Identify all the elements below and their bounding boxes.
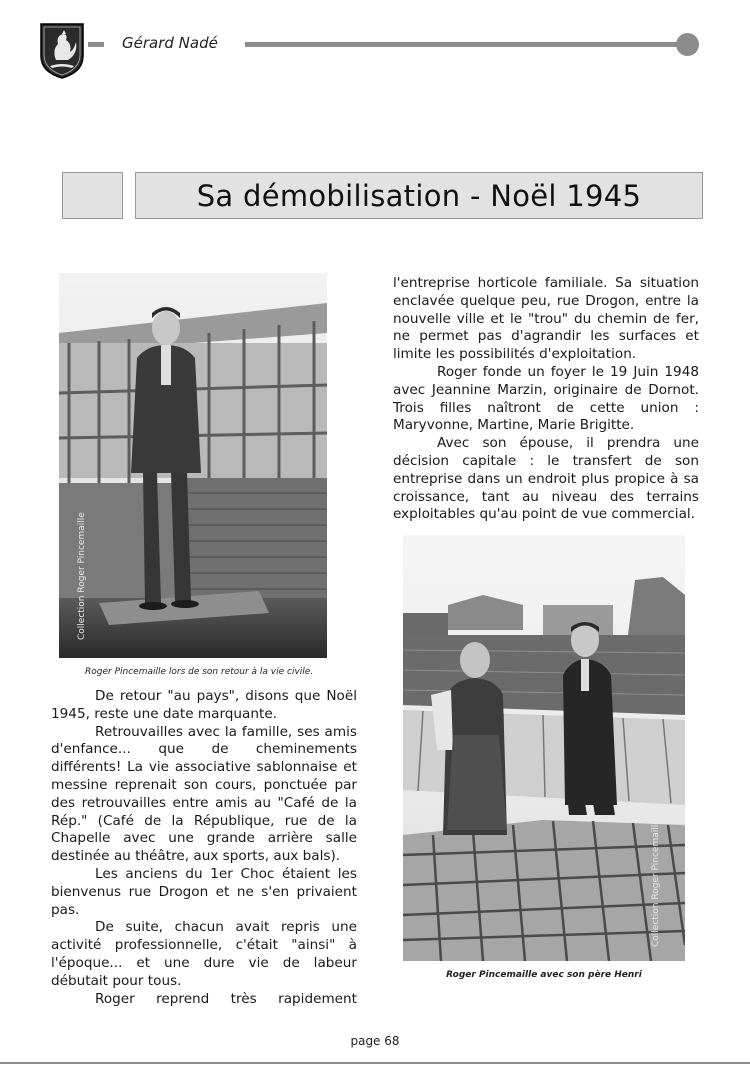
photo-credit: Collection Roger Pincemaille [77,512,87,640]
footer-rule [0,1062,750,1064]
paragraph: De suite, chacun avait repris une activité professionnelle, c'était "ainsi" à l'époque... et une dure vie de labeur débutait pour tous. [51,919,357,989]
paragraph: De retour "au pays", disons que Noël 1945, reste une date marquante. [51,688,357,722]
paragraph: Retrouvailles avec la famille, ses amis d'enfance... que de cheminements différents! La vie associative sablonnaise et messine reprenait son cours, ponctuée par des retrouvailles entre amis au "Café de la Rép." (Café de la République, rue de la Chapelle avec une grande arrière salle destinée au théâtre, aux sports, aux bals). [51,723,357,865]
paragraph: Roger fonde un foyer le 19 Juin 1948 avec Jeannine Marzin, originaire de Dornot. Trois filles naîtront de cette union : Maryvonne, Martine, Marie Brigitte. [393,363,699,434]
title-banner [135,172,703,219]
paragraph: Avec son épouse, il prendra une décision capitale : le transfert de son entreprise dans un endroit plus propice à sa croissance, tant au niveau des terrains exploitables qu'au point de vue commercial. [393,435,699,523]
photo-caption: Roger Pincemaille lors de son retour à la vie civile. [85,667,314,677]
paragraph: l'entreprise horticole familiale. Sa situation enclavée quelque peu, rue Drogon, entre la nouvelle ville et le "trou" du chemin de fer, ne permet pas d'agrandir les surfaces et limite les possibilités d'exploitation. [393,275,699,363]
crest-icon [38,20,86,80]
right-text-column [393,275,699,524]
author-name: Gérard Nadé [122,34,218,52]
page-title: Sa démobilisation - Noël 1945 [196,178,642,213]
paragraph: Les anciens du 1er Choc étaient les bienvenus rue Drogon et ne s'en privaient pas. [51,865,357,918]
header-bar-left [88,42,104,47]
page-number: page 68 [350,1034,400,1048]
photo-credit: Collection Roger Pincemaille [651,819,661,947]
header-rule [245,42,685,47]
photo-roger-and-father [403,535,685,961]
header-dot [676,33,699,56]
paragraph: Roger reprend très rapidement [95,990,357,1007]
title-side-box [62,172,123,219]
photo-caption: Roger Pincemaille avec son père Henri [446,970,642,980]
photo-roger-greenhouse [59,273,327,658]
left-text-column [51,688,357,1008]
